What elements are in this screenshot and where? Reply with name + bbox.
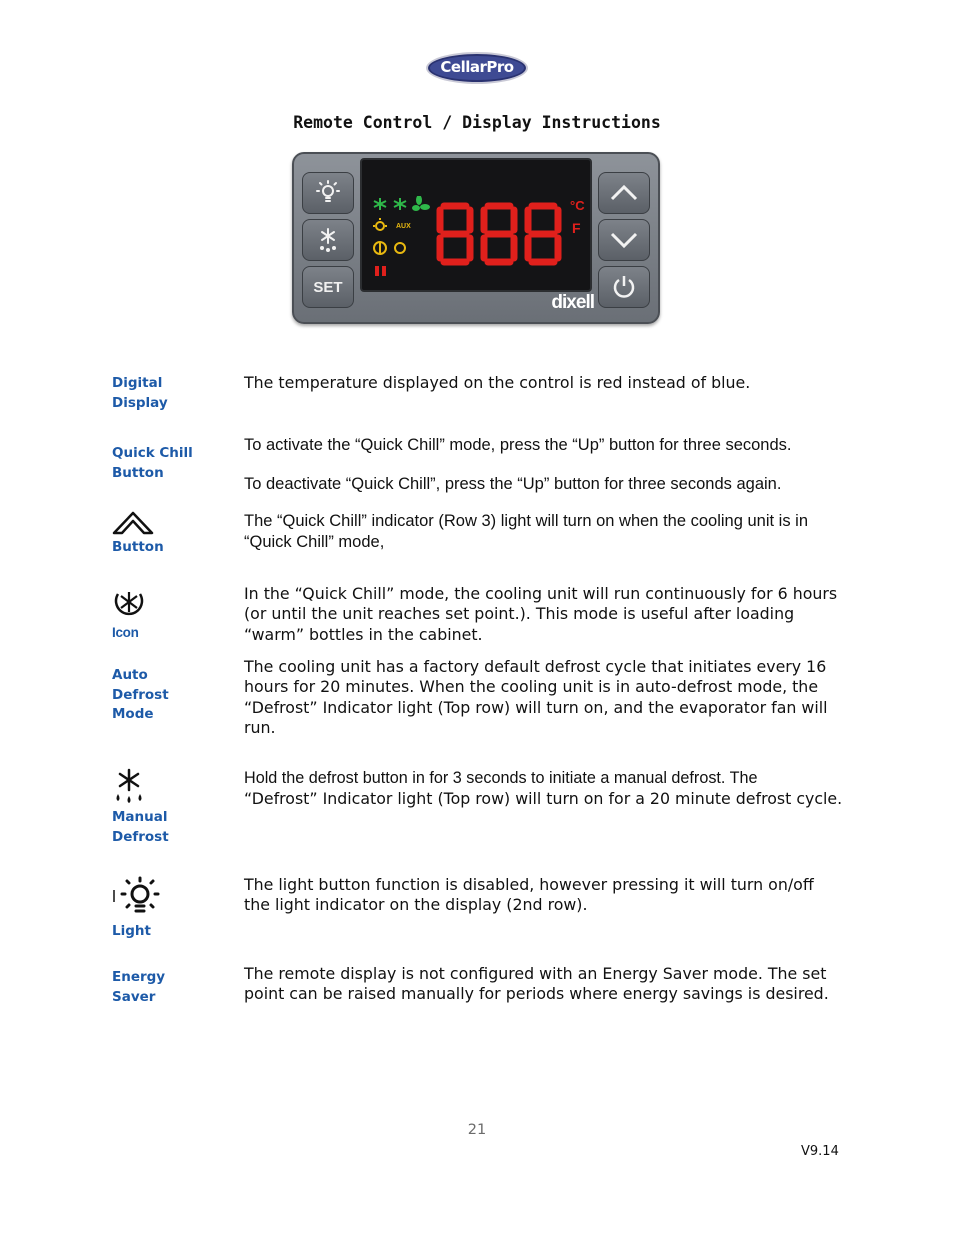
set-button [302,266,354,308]
page-title: Remote Control / Display Instructions [293,113,661,132]
quick-chill-mode-text: In the “Quick Chill” mode, the cooling unit will run continuously for 6 hours (or until the unit reaches set point.). This mode is useful after loading “warm” bottles in the cabinet. [244,584,838,644]
label-quick-chill-button [112,444,193,483]
defrost-button [302,219,354,261]
manual-defrost-text-b: “Defrost” Indicator light (Top row) will turn on for a 20 minute defrost cycle. [244,789,843,808]
page-number: 21 [467,1122,487,1138]
label-line: Defrost [112,828,169,845]
up-chevron-icon [609,183,639,203]
alarm-indicator-icon [375,266,386,276]
manual-defrost-text-a: Hold the defrost button in for 3 seconds to initiate a manual defrost. The [244,769,758,787]
right-button-column [598,164,650,312]
version-label: V9.14 [801,1144,839,1159]
quick-chill-indicator-icon [374,242,386,254]
label-line: Button [112,539,164,555]
dixell-brand: dixell [551,292,594,313]
quick-chill-snowflake-icon [112,586,146,618]
label-line: Defrost [112,686,169,703]
label-light [112,922,151,942]
label-icon [112,623,139,643]
auto-defrost-text: The cooling unit has a factory default defrost cycle that initiates every 16 hours for 20 minutes. When the cooling unit is in auto-defrost mode, the “Defrost” Indicator light (Top row) will turn on, and the evaporator fan will run. [244,657,828,738]
label-line: Quick Chill [112,445,193,461]
defrost-icon [112,768,146,806]
label-line: Energy [112,969,166,985]
fahrenheit-indicator: F [572,220,581,236]
light-bulb-icon [314,179,342,207]
logo-text: CellarPro [440,58,514,76]
energy-saver-text: The remote display is not configured with an Energy Saver mode. The set point can be raised manually for periods where energy savings is desired. [244,964,829,1004]
label-line: Mode [112,706,154,722]
label-auto-defrost-mode [112,666,169,725]
celsius-indicator: °C [570,198,585,213]
light-button [302,172,354,214]
label-line: Digital [112,375,163,391]
label-line: Manual [112,809,168,825]
label-line: Icon [112,625,139,640]
up-button [598,172,650,214]
energy-saver-indicator-icon [395,243,405,253]
label-manual-defrost [112,808,169,847]
label-line: Display [112,394,168,411]
set-label: SET [313,278,343,296]
seven-segment-digits [436,202,568,268]
light-button-text: The light button function is disabled, however pressing it will turn on/off the light indicator on the display (2nd row). [244,875,814,915]
fan-icon [412,196,430,211]
indicator-icons [372,196,436,280]
power-icon [610,273,638,301]
down-button [598,219,650,261]
up-chevron-icon [112,511,154,535]
label-line: Button [112,464,164,481]
cellarpro-logo [426,52,528,84]
digital-display [360,158,592,292]
label-energy-saver [112,968,165,1007]
aux-label: AUX [396,223,411,230]
label-digital-display [112,374,168,413]
quick-chill-indicator-text: The “Quick Chill” indicator (Row 3) light will turn on when the cooling unit is in “Quick Chill” mode, [244,512,808,551]
light-bulb-icon [112,876,164,918]
label-line: Auto [112,667,148,683]
down-chevron-icon [609,230,639,250]
quick-chill-activate-text: To activate the “Quick Chill” mode, press the “Up” button for three seconds. [244,436,792,454]
left-button-column [302,164,354,312]
controller-image [292,152,660,324]
defrost-icon [314,226,342,254]
label-line: Saver [112,988,156,1005]
snowflake-icon [394,198,406,210]
power-button [598,266,650,308]
light-indicator-icon [373,218,387,230]
snowflake-icon [374,198,386,210]
digital-display-text: The temperature displayed on the control is red instead of blue. [244,373,751,392]
quick-chill-deactivate-text: To deactivate “Quick Chill”, press the “Up” button for three seconds again. [244,475,782,493]
label-button [112,538,164,558]
label-line: Light [112,923,151,939]
